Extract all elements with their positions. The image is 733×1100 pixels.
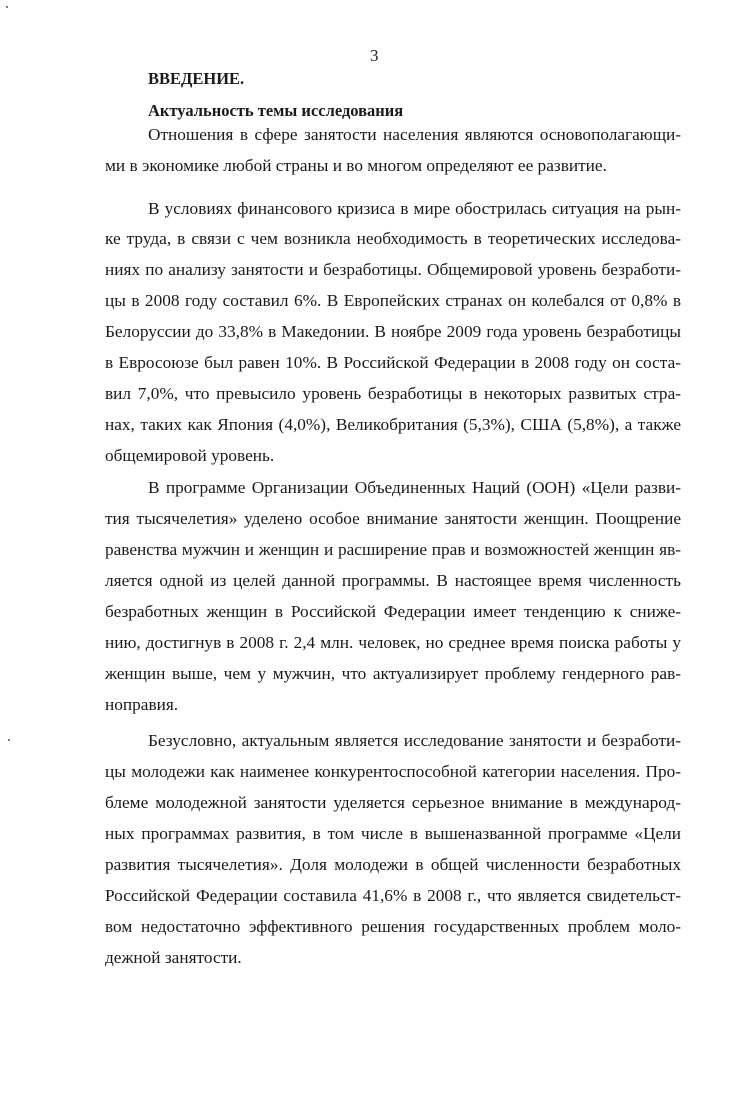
scan-speck [8, 739, 10, 741]
paragraph-2-line: цы в 2008 году составил 6%. В Европейских странах он колебался от 0,8% в [105, 291, 681, 310]
paragraph-2-line: В условиях финансового кризиса в мире обострилась ситуация на рын- [148, 199, 681, 218]
paragraph-3-line: ноправия. [105, 695, 179, 714]
paragraph-4-line: развития тысячелетия». Доля молодежи в общей численности безработных [105, 855, 681, 874]
paragraph-4-line: цы молодежи как наименее конкурентоспособной категории населения. Про- [105, 762, 681, 781]
paragraph-2-line: ниях по анализу занятости и безработицы. Общемировой уровень безработи- [105, 260, 681, 279]
paragraph-4-line: Российской Федерации составила 41,6% в 2008 г., что является свидетельст- [105, 886, 681, 905]
paragraph-1-line: Отношения в сфере занятости населения являются основополагающи- [148, 125, 681, 144]
paragraph-3-line: В программе Организации Объединенных Наций (ООН) «Цели разви- [148, 478, 681, 497]
paragraph-3-line: безработных женщин в Российской Федерации имеет тенденцию к сниже- [105, 602, 681, 621]
scan-speck [6, 6, 8, 8]
paragraph-3-line: женщин выше, чем у мужчин, что актуализирует проблему гендерного рав- [105, 664, 681, 683]
paragraph-4-line: вом недостаточно эффективного решения государственных проблем моло- [105, 917, 681, 936]
paragraph-4-line: Безусловно, актуальным является исследование занятости и безработи- [148, 731, 681, 750]
paragraph-3-line: тия тысячелетия» уделено особое внимание занятости женщин. Поощрение [105, 509, 681, 528]
page-number: 3 [370, 46, 379, 65]
paragraph-2-line: общемировой уровень. [105, 446, 275, 465]
paragraph-3-line: равенства мужчин и женщин и расширение прав и возможностей женщин яв- [105, 540, 681, 559]
paragraph-4-line: дежной занятости. [105, 948, 242, 967]
paragraph-3-line: нию, достигнув в 2008 г. 2,4 млн. человек, но среднее время поиска работы у [105, 633, 681, 652]
paragraph-3-line: ляется одной из целей данной программы. В настоящее время численность [105, 571, 681, 590]
paragraph-4-line: блеме молодежной занятости уделяется серьезное внимание в международ- [105, 793, 681, 812]
paragraph-2-line: в Евросоюзе был равен 10%. В Российской Федерации в 2008 году он соста- [105, 353, 681, 372]
paragraph-1-line: ми в экономике любой страны и во многом определяют ее развитие. [105, 156, 607, 175]
paragraph-2-line: ке труда, в связи с чем возникла необходимость в теоретических исследова- [105, 229, 681, 248]
paragraph-2-line: нах, таких как Япония (4,0%), Великобритания (5,3%), США (5,8%), а также [105, 415, 681, 434]
paragraph-4-line: ных программах развития, в том числе в вышеназванной программе «Цели [105, 824, 681, 843]
paragraph-2-line: вил 7,0%, что превысило уровень безработицы в некоторых развитых стра- [105, 384, 681, 403]
section-subheading: Актуальность темы исследования [148, 101, 404, 120]
paragraph-2-line: Белоруссии до 33,8% в Македонии. В ноябре 2009 года уровень безработицы [105, 322, 681, 341]
section-heading: ВВЕДЕНИЕ. [148, 69, 245, 88]
